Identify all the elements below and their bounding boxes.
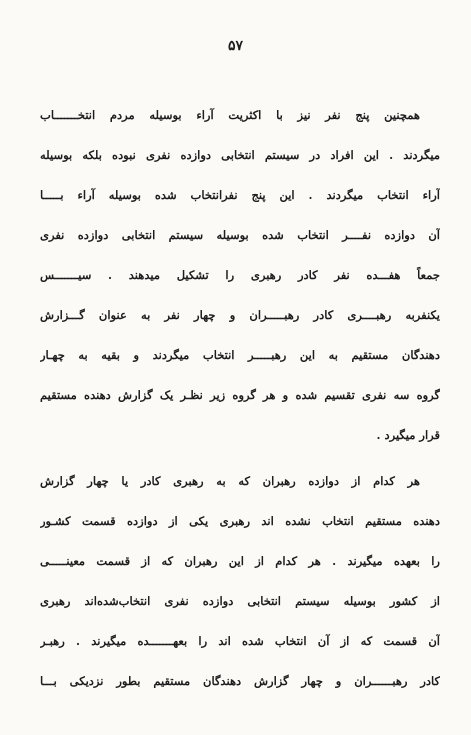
paragraph-1-line-1: همچنین پنج نفر نیز با اکثریت آراء بوسیله مردم انتخـــــــاب	[40, 108, 420, 122]
paragraph-2-line-6: کادر رهبــــــران و چهار گزارش دهندگان مستقیم بطور نزدیکی بـــا	[40, 674, 440, 688]
page-number: ۵۷	[227, 38, 244, 54]
paragraph-1-line-3: آراء انتخاب میگردند . این پنج نفرانتخاب شده بوسیله آراء بـــــا	[40, 188, 440, 202]
paragraph-2-line-3: را بعهده میگیرند . هر کدام از این رهبران که از قسمت معینـــــی	[40, 554, 440, 568]
body-text	[40, 95, 440, 701]
paragraph-1-line-5: جمعاً هفـــده نفر کادر رهبری را تشکیل میدهند . سیـــــــس	[40, 268, 440, 282]
paragraph-1-line-7: دهندگان مستقیم به این رهبـــــر انتخاب میگردند و بقیه به چهـار	[40, 348, 440, 362]
paragraph-2-line-1: هر کدام از دوازده رهبران که به رهبری کادر یا چهار گزارش	[40, 474, 420, 488]
paragraph-1-line-4: آن دوازده نفــــر انتخاب شده بوسیله سیستم انتخابی دوازده نفری	[40, 228, 440, 242]
paragraph-1-line-9: قرار میگیرد .	[376, 428, 440, 442]
paragraph-1-line-2: میگردند . این افراد در سیستم انتخابی دوازده نفری نبوده بلکه بوسیله	[40, 148, 440, 162]
paragraph-2-line-2: دهنده مستقیم انتخاب نشده اند رهبری یکی از دوازده قسمت کشـور	[40, 514, 440, 528]
paragraph-1-line-8: گروه سه نفری تقسیم شده و هر گروه زیر نظـر یک گزارش دهنده مستقیم	[40, 388, 440, 402]
paragraph-1-line-6: یکنفربه رهبــــری کادر رهبـــــران و چهار نفر به عنوان گـــزارش	[40, 308, 440, 322]
paragraph-2-line-4: از کشور بوسیله سیستم انتخابی دوازده نفری انتخاب‌شده‌اند رهبری	[40, 594, 440, 608]
paragraph-2-line-5: آن قسمت که از آن انتخاب شده اند را بعهـــــــده میگیرند . رهبـر	[40, 634, 440, 648]
